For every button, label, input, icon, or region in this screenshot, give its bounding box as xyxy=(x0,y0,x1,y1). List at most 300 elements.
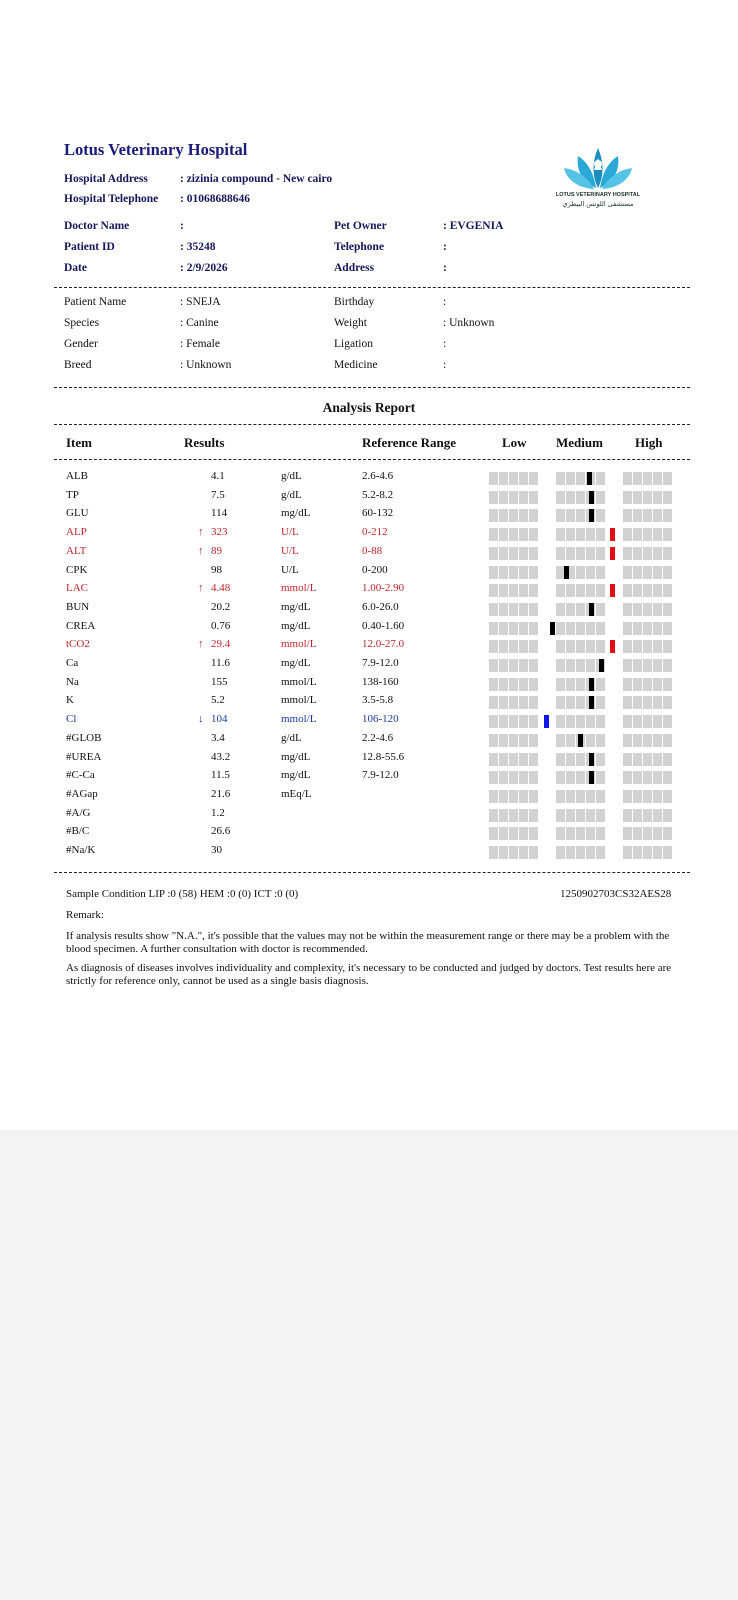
bar-segment xyxy=(566,547,575,560)
bar-segment xyxy=(643,547,652,560)
low-bar xyxy=(489,809,538,822)
bar-segment xyxy=(643,566,652,579)
bar-segment xyxy=(489,603,498,616)
bar-segment xyxy=(596,622,605,635)
bar-segment xyxy=(566,659,575,672)
bar-segment xyxy=(519,622,528,635)
bar-segment xyxy=(566,753,575,766)
bar-segment xyxy=(586,640,595,653)
divider xyxy=(54,424,690,425)
bar-segment xyxy=(489,622,498,635)
bar-segment xyxy=(529,640,538,653)
bar-segment xyxy=(576,584,585,597)
bar-segment xyxy=(519,678,528,691)
medium-bar xyxy=(556,640,605,653)
bar-segment xyxy=(556,603,565,616)
bar-segment xyxy=(653,809,662,822)
bar-segment xyxy=(556,528,565,541)
bar-segment xyxy=(596,603,605,616)
result-reference: 12.8-55.6 xyxy=(362,750,405,763)
bar-segment xyxy=(633,659,642,672)
bar-segment xyxy=(653,603,662,616)
bar-segment xyxy=(633,547,642,560)
bar-segment xyxy=(633,472,642,485)
result-unit: mg/dL xyxy=(281,657,311,669)
result-reference: 60-132 xyxy=(362,507,394,520)
bar-segment xyxy=(566,491,575,504)
bar-segment xyxy=(529,603,538,616)
result-value: 11.6 xyxy=(211,657,230,669)
gender-label: Gender xyxy=(64,338,98,350)
bar-segment xyxy=(623,584,632,597)
table-row xyxy=(0,470,738,489)
bar-segment xyxy=(519,809,528,822)
high-bar xyxy=(623,584,672,597)
bar-segment xyxy=(633,734,642,747)
bar-segment xyxy=(556,827,565,840)
header-medium: Medium xyxy=(556,435,603,450)
bar-segment xyxy=(576,827,585,840)
bar-segment xyxy=(586,715,595,728)
medium-bar xyxy=(556,491,605,504)
bar-segment xyxy=(509,547,518,560)
bar-segment xyxy=(519,509,528,522)
bar-segment xyxy=(489,753,498,766)
result-reference: 3.5-5.8 xyxy=(362,694,394,707)
bar-segment xyxy=(586,827,595,840)
bar-segment xyxy=(529,659,538,672)
bar-segment xyxy=(566,622,575,635)
level-marker xyxy=(610,584,615,597)
bar-segment xyxy=(596,584,605,597)
low-bar xyxy=(489,528,538,541)
result-reference: 0-88 xyxy=(362,544,383,557)
result-value: 89 xyxy=(211,544,222,557)
bar-segment xyxy=(529,566,538,579)
table-row xyxy=(0,489,738,508)
bar-segment xyxy=(556,753,565,766)
bar-segment xyxy=(576,547,585,560)
low-bar xyxy=(489,678,538,691)
level-marker xyxy=(564,566,569,579)
bar-segment xyxy=(653,790,662,803)
high-bar xyxy=(623,640,672,653)
high-bar xyxy=(623,771,672,784)
high-bar xyxy=(623,659,672,672)
bar-segment xyxy=(663,640,672,653)
bar-segment xyxy=(529,771,538,784)
bar-segment xyxy=(576,809,585,822)
bar-segment xyxy=(556,640,565,653)
level-marker xyxy=(589,696,594,709)
bar-segment xyxy=(596,753,605,766)
table-row xyxy=(0,713,738,732)
bar-segment xyxy=(529,509,538,522)
bar-segment xyxy=(643,715,652,728)
bar-segment xyxy=(623,809,632,822)
bar-segment xyxy=(643,696,652,709)
result-value: 323 xyxy=(211,526,228,539)
result-unit: mmol/L xyxy=(281,638,317,651)
bar-segment xyxy=(596,472,605,485)
bar-segment xyxy=(653,491,662,504)
bar-segment xyxy=(509,566,518,579)
high-bar xyxy=(623,566,672,579)
result-reference: 5.2-8.2 xyxy=(362,488,394,501)
result-unit: U/L xyxy=(281,526,299,539)
bar-segment xyxy=(489,640,498,653)
result-unit: mg/dL xyxy=(281,769,311,782)
bar-segment xyxy=(653,715,662,728)
bar-segment xyxy=(499,659,508,672)
bar-segment xyxy=(566,715,575,728)
result-flag: ↑ xyxy=(198,544,204,557)
bar-segment xyxy=(489,734,498,747)
bar-segment xyxy=(566,846,575,859)
bar-segment xyxy=(489,566,498,579)
species-value: : Canine xyxy=(180,317,219,329)
report-code: 1250902703CS32AES28 xyxy=(560,888,672,900)
bar-segment xyxy=(556,771,565,784)
bar-segment xyxy=(576,566,585,579)
hospital-telephone-label: Hospital Telephone xyxy=(64,193,159,205)
result-unit: g/dL xyxy=(281,488,302,501)
bar-segment xyxy=(489,472,498,485)
bar-segment xyxy=(623,678,632,691)
bar-segment xyxy=(596,809,605,822)
bar-segment xyxy=(596,547,605,560)
bar-segment xyxy=(499,827,508,840)
bar-segment xyxy=(663,771,672,784)
bar-segment xyxy=(653,846,662,859)
medium-bar xyxy=(556,827,605,840)
bar-segment xyxy=(566,734,575,747)
bar-segment xyxy=(499,603,508,616)
bar-segment xyxy=(663,603,672,616)
bar-segment xyxy=(653,509,662,522)
result-reference: 0-212 xyxy=(362,526,388,539)
bar-segment xyxy=(586,809,595,822)
header-high: High xyxy=(635,435,663,450)
bar-segment xyxy=(529,827,538,840)
weight-label: Weight xyxy=(334,317,367,329)
hospital-address-label: Hospital Address xyxy=(64,173,148,185)
bar-segment xyxy=(529,547,538,560)
bar-segment xyxy=(643,734,652,747)
header-low: Low xyxy=(502,435,527,450)
header-reference: Reference Range xyxy=(362,435,456,450)
divider xyxy=(54,872,690,873)
bar-segment xyxy=(499,809,508,822)
result-reference: 2.6-4.6 xyxy=(362,470,394,482)
result-item: #C-Ca xyxy=(66,769,95,782)
bar-segment xyxy=(663,696,672,709)
bar-segment xyxy=(653,753,662,766)
bar-segment xyxy=(566,771,575,784)
bar-segment xyxy=(643,790,652,803)
remark-text-1: If analysis results show "N.A.", it's possible that the values may not be within the measurement range or there may be a problem with the blood specimen. A further consultation with doctor is recommended. xyxy=(66,930,670,955)
result-reference: 1.00-2.90 xyxy=(362,582,405,595)
medium-bar xyxy=(556,472,605,485)
bar-segment xyxy=(576,640,585,653)
bar-segment xyxy=(499,734,508,747)
medicine-value: : xyxy=(443,359,447,371)
bar-segment xyxy=(576,771,585,784)
bar-segment xyxy=(633,509,642,522)
result-item: Cl xyxy=(66,713,77,726)
bar-segment xyxy=(643,622,652,635)
bar-segment xyxy=(566,509,575,522)
bar-segment xyxy=(509,809,518,822)
result-item: tCO2 xyxy=(66,638,90,651)
bar-segment xyxy=(643,603,652,616)
bar-segment xyxy=(596,846,605,859)
level-marker xyxy=(587,472,592,485)
bar-segment xyxy=(623,472,632,485)
bar-segment xyxy=(519,566,528,579)
result-item: K xyxy=(66,694,74,707)
logo-text-en: LOTUS VETERINARY HOSPITAL xyxy=(555,192,641,198)
level-marker xyxy=(599,659,604,672)
result-value: 7.5 xyxy=(211,488,225,501)
bar-segment xyxy=(643,809,652,822)
table-row xyxy=(0,601,738,620)
result-item: ALT xyxy=(66,544,87,557)
bar-segment xyxy=(586,622,595,635)
low-bar xyxy=(489,491,538,504)
bar-segment xyxy=(633,584,642,597)
table-row xyxy=(0,788,738,807)
bar-segment xyxy=(596,566,605,579)
bar-segment xyxy=(653,659,662,672)
result-unit: mg/dL xyxy=(281,750,311,763)
bar-segment xyxy=(519,584,528,597)
bar-segment xyxy=(556,734,565,747)
bar-segment xyxy=(489,790,498,803)
bar-segment xyxy=(576,790,585,803)
bar-segment xyxy=(623,547,632,560)
bar-segment xyxy=(663,734,672,747)
bar-segment xyxy=(529,734,538,747)
pet-owner-label: Pet Owner xyxy=(334,220,387,232)
result-value: 1.2 xyxy=(211,806,225,819)
bar-segment xyxy=(633,622,642,635)
bar-segment xyxy=(576,622,585,635)
bar-segment xyxy=(663,491,672,504)
result-value: 30 xyxy=(211,844,222,856)
bar-segment xyxy=(509,509,518,522)
low-bar xyxy=(489,753,538,766)
bar-segment xyxy=(663,827,672,840)
bar-segment xyxy=(586,528,595,541)
result-value: 5.2 xyxy=(211,694,225,707)
high-bar xyxy=(623,472,672,485)
low-bar xyxy=(489,715,538,728)
medium-bar xyxy=(556,809,605,822)
bar-segment xyxy=(556,472,565,485)
high-bar xyxy=(623,715,672,728)
low-bar xyxy=(489,603,538,616)
level-marker xyxy=(589,753,594,766)
bar-segment xyxy=(653,547,662,560)
bar-segment xyxy=(586,547,595,560)
date-value: : 2/9/2026 xyxy=(180,262,228,274)
result-item: ALB xyxy=(66,470,88,482)
result-value: 4.48 xyxy=(211,582,231,595)
bar-segment xyxy=(633,753,642,766)
address-value: : xyxy=(443,262,447,274)
low-bar xyxy=(489,640,538,653)
bar-segment xyxy=(489,528,498,541)
low-bar xyxy=(489,622,538,635)
bar-segment xyxy=(566,827,575,840)
bar-segment xyxy=(576,491,585,504)
bar-segment xyxy=(489,809,498,822)
result-unit: mmol/L xyxy=(281,713,317,726)
high-bar xyxy=(623,827,672,840)
result-unit: g/dL xyxy=(281,470,302,482)
date-label: Date xyxy=(64,262,87,274)
high-bar xyxy=(623,509,672,522)
result-value: 0.76 xyxy=(211,619,231,632)
bar-segment xyxy=(576,715,585,728)
hospital-address-value: : zizinia compound - New cairo xyxy=(180,173,333,185)
result-reference: 6.0-26.0 xyxy=(362,600,399,613)
level-marker xyxy=(589,771,594,784)
result-value: 104 xyxy=(211,713,228,726)
bar-segment xyxy=(643,827,652,840)
bar-segment xyxy=(566,528,575,541)
bar-segment xyxy=(566,696,575,709)
bar-segment xyxy=(623,715,632,728)
bar-segment xyxy=(519,771,528,784)
result-reference: 7.9-12.0 xyxy=(362,657,399,669)
birthday-value: : xyxy=(443,296,447,308)
result-unit: g/dL xyxy=(281,731,302,744)
bar-segment xyxy=(596,640,605,653)
level-marker xyxy=(589,678,594,691)
high-bar xyxy=(623,696,672,709)
result-item: #GLOB xyxy=(66,731,102,744)
result-reference: 2.2-4.6 xyxy=(362,731,394,744)
result-unit: mmol/L xyxy=(281,694,317,707)
bar-segment xyxy=(653,622,662,635)
table-row xyxy=(0,676,738,695)
bar-segment xyxy=(586,566,595,579)
result-value: 20.2 xyxy=(211,600,231,613)
bar-segment xyxy=(633,827,642,840)
bar-segment xyxy=(529,472,538,485)
hospital-telephone-value: : 01068688646 xyxy=(180,193,250,205)
result-unit: mmol/L xyxy=(281,675,317,688)
result-value: 29.4 xyxy=(211,638,231,651)
table-row xyxy=(0,694,738,713)
bar-segment xyxy=(489,696,498,709)
bar-segment xyxy=(633,491,642,504)
divider xyxy=(54,459,690,460)
table-row xyxy=(0,545,738,564)
low-bar xyxy=(489,771,538,784)
bar-segment xyxy=(499,472,508,485)
bar-segment xyxy=(596,827,605,840)
bar-segment xyxy=(576,753,585,766)
result-unit: U/L xyxy=(281,563,299,576)
bar-segment xyxy=(519,547,528,560)
bar-segment xyxy=(556,509,565,522)
bar-segment xyxy=(519,846,528,859)
bar-segment xyxy=(623,659,632,672)
high-bar xyxy=(623,809,672,822)
bar-segment xyxy=(509,827,518,840)
bar-segment xyxy=(489,584,498,597)
bar-segment xyxy=(499,491,508,504)
bar-segment xyxy=(663,715,672,728)
bar-segment xyxy=(663,622,672,635)
low-bar xyxy=(489,827,538,840)
bar-segment xyxy=(509,622,518,635)
ligation-label: Ligation xyxy=(334,338,373,350)
result-value: 11.5 xyxy=(211,769,230,782)
result-unit: mg/dL xyxy=(281,600,311,613)
bar-segment xyxy=(529,696,538,709)
bar-segment xyxy=(596,696,605,709)
result-flag: ↓ xyxy=(198,713,204,726)
bar-segment xyxy=(499,584,508,597)
bar-segment xyxy=(556,622,565,635)
result-value: 21.6 xyxy=(211,787,231,800)
bar-segment xyxy=(653,678,662,691)
bar-segment xyxy=(529,678,538,691)
bar-segment xyxy=(509,659,518,672)
low-bar xyxy=(489,547,538,560)
result-flag: ↑ xyxy=(198,526,204,539)
doctor-name-value: : xyxy=(180,220,184,232)
bar-segment xyxy=(499,547,508,560)
medium-bar xyxy=(556,528,605,541)
bar-segment xyxy=(623,528,632,541)
doctor-name-label: Doctor Name xyxy=(64,220,130,232)
level-marker xyxy=(578,734,583,747)
bar-segment xyxy=(556,696,565,709)
bar-segment xyxy=(586,790,595,803)
breed-label: Breed xyxy=(64,359,92,371)
bar-segment xyxy=(509,734,518,747)
medium-bar xyxy=(556,678,605,691)
level-marker xyxy=(610,528,615,541)
result-flag: ↑ xyxy=(198,582,204,595)
bar-segment xyxy=(509,528,518,541)
result-unit: mg/dL xyxy=(281,619,311,632)
bar-segment xyxy=(509,603,518,616)
bar-segment xyxy=(509,640,518,653)
bar-segment xyxy=(596,528,605,541)
result-item: LAC xyxy=(66,582,88,595)
result-unit: U/L xyxy=(281,544,299,557)
bar-segment xyxy=(576,659,585,672)
bar-segment xyxy=(499,753,508,766)
bar-segment xyxy=(556,846,565,859)
bar-segment xyxy=(596,715,605,728)
bar-segment xyxy=(663,678,672,691)
bar-segment xyxy=(576,528,585,541)
low-bar xyxy=(489,659,538,672)
bar-segment xyxy=(663,472,672,485)
bar-segment xyxy=(489,827,498,840)
bar-segment xyxy=(596,771,605,784)
bar-segment xyxy=(623,603,632,616)
bar-segment xyxy=(643,584,652,597)
logo-text-ar: مستشفى اللوتس البيطري xyxy=(562,200,634,208)
